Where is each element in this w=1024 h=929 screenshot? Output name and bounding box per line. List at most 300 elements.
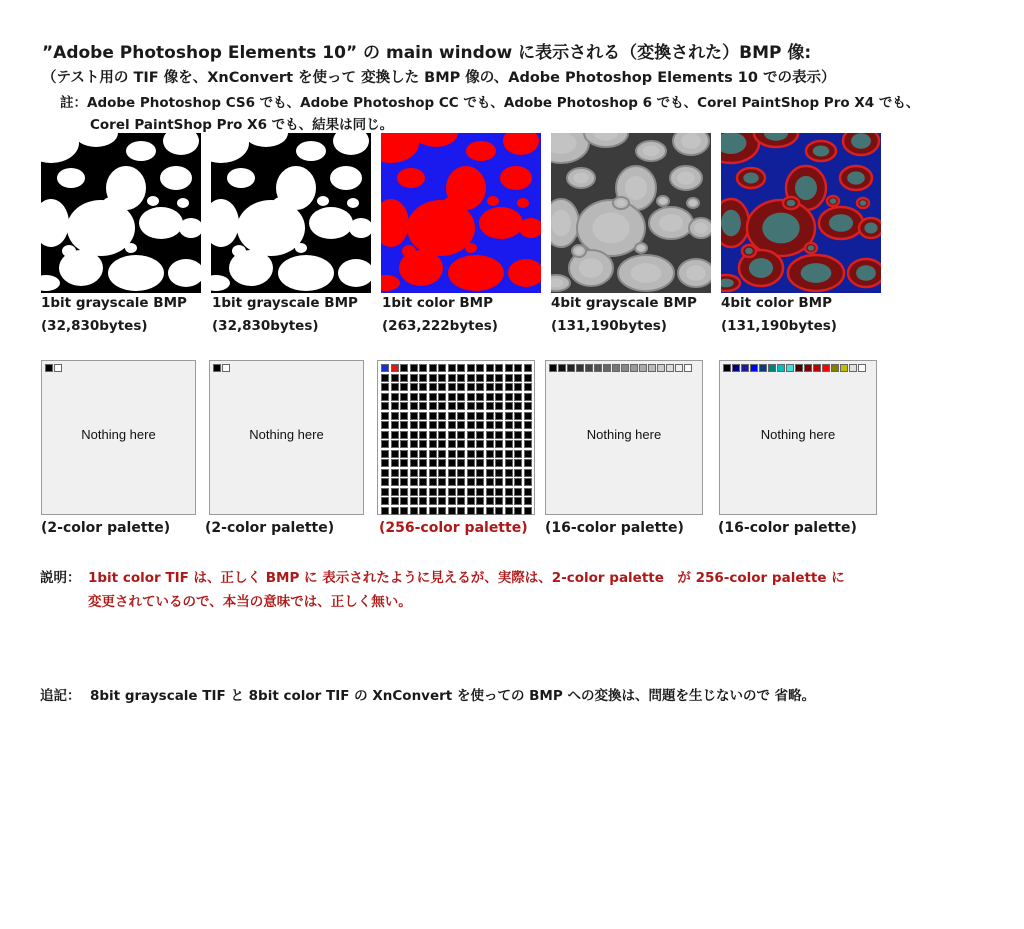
palette-swatch (448, 440, 456, 448)
palette-swatch (486, 440, 494, 448)
palette-swatch (514, 450, 522, 458)
palette-swatch (476, 374, 484, 382)
palette-swatch (822, 364, 830, 372)
palette-swatch (648, 364, 656, 372)
palette-swatch (438, 478, 446, 486)
palette-swatch (476, 469, 484, 477)
palette-swatch (410, 440, 418, 448)
palette-swatch (429, 393, 437, 401)
palette-swatch (495, 412, 503, 420)
palette-swatch (448, 421, 456, 429)
palette-swatch (840, 364, 848, 372)
palette-swatch (381, 450, 389, 458)
palette-swatch (495, 421, 503, 429)
palette-swatch (486, 497, 494, 505)
palette-swatch (558, 364, 566, 372)
palette-swatch (505, 421, 513, 429)
palette-swatch (410, 402, 418, 410)
palette-swatch (410, 459, 418, 467)
palette-swatch (467, 450, 475, 458)
palette-swatch (524, 440, 532, 448)
explanation-label: 説明： (40, 570, 81, 586)
palette-swatch (849, 364, 857, 372)
palette-swatch (486, 421, 494, 429)
palette-swatch (381, 364, 389, 372)
palette-swatch (457, 374, 465, 382)
palette-swatch (476, 421, 484, 429)
palette-swatch (419, 374, 427, 382)
palette-swatch (585, 364, 593, 372)
palette-swatch (476, 440, 484, 448)
palette-swatch (495, 450, 503, 458)
palette-swatch (429, 488, 437, 496)
palette-swatch (391, 469, 399, 477)
palette-swatch (419, 364, 427, 372)
palette-swatch (505, 374, 513, 382)
palette-swatch (486, 364, 494, 372)
palette-empty-text: Nothing here (249, 427, 324, 442)
palette-swatch (410, 450, 418, 458)
palette-swatch (400, 459, 408, 467)
palette-swatch (476, 431, 484, 439)
palette-swatch (457, 421, 465, 429)
palette-swatch (400, 374, 408, 382)
note-line-2: Corel PaintShop Pro X6 でも、結果は同じ。 (90, 117, 394, 133)
addendum-text: 8bit grayscale TIF と 8bit color TIF の XnConvert を使っての BMP への変換は、問題を生じないので 省略。 (90, 688, 816, 704)
palette-swatch (514, 374, 522, 382)
palette-swatch (495, 383, 503, 391)
palette-swatch (486, 478, 494, 486)
palette-swatch (429, 421, 437, 429)
palette-swatch (514, 393, 522, 401)
palette-swatch (400, 469, 408, 477)
palette-swatch (410, 364, 418, 372)
palette-swatch (858, 364, 866, 372)
palette-swatch (486, 459, 494, 467)
palette-swatch (400, 450, 408, 458)
palette-swatch (524, 393, 532, 401)
palette-swatch (448, 469, 456, 477)
palette-swatch (467, 507, 475, 515)
palette-swatch (438, 364, 446, 372)
palette-swatch (410, 374, 418, 382)
palette-swatch (429, 469, 437, 477)
palette-swatch (448, 478, 456, 486)
palette-swatch (514, 364, 522, 372)
palette-swatch (831, 364, 839, 372)
palette-swatch (381, 459, 389, 467)
palette-swatch (222, 364, 230, 372)
palette-swatch (438, 383, 446, 391)
page-title: ”Adobe Photoshop Elements 10” の main window に表示される（変換された）BMP 像: (42, 43, 812, 63)
palette-swatch (467, 488, 475, 496)
palette-empty-text: Nothing here (586, 427, 662, 442)
palette-swatch (505, 459, 513, 467)
palette-swatch (429, 478, 437, 486)
explanation-line-1: 1bit color TIF は、正しく BMP に 表示されたように見えるが、実際は、2-color palette が 256-color palette に (88, 570, 845, 586)
palette-swatch (410, 393, 418, 401)
palette-swatch (400, 488, 408, 496)
palette-swatch (410, 383, 418, 391)
palette-swatch (391, 450, 399, 458)
palette-swatch (381, 478, 389, 486)
palette-swatch (476, 497, 484, 505)
palette-swatch (448, 488, 456, 496)
palette-swatch (448, 412, 456, 420)
image-1bit-grayscale-b (211, 133, 371, 293)
palette-swatch (457, 440, 465, 448)
palette-swatch (495, 497, 503, 505)
palette-swatch (630, 364, 638, 372)
palette-swatch (723, 364, 731, 372)
palette-swatch (505, 402, 513, 410)
palette-swatch (495, 431, 503, 439)
palette-swatch (419, 488, 427, 496)
palette-swatch (429, 507, 437, 515)
palette-swatch (804, 364, 812, 372)
image-1bit-color (381, 133, 541, 293)
palette-swatch (429, 364, 437, 372)
palette-swatch (400, 412, 408, 420)
palette-swatch (438, 393, 446, 401)
image-name-3: 1bit color BMP (382, 295, 493, 311)
palette-swatch (495, 459, 503, 467)
palette-swatch (400, 431, 408, 439)
palette-swatch (505, 507, 513, 515)
palette-panel-3 (377, 360, 535, 515)
palette-swatch (410, 412, 418, 420)
palette-swatch (419, 497, 427, 505)
palette-swatch (381, 383, 389, 391)
palette-swatch (505, 497, 513, 505)
image-name-2: 1bit grayscale BMP (212, 295, 358, 311)
palette-swatch (457, 402, 465, 410)
palette-swatch (495, 507, 503, 515)
palette-swatch (514, 412, 522, 420)
palette-swatch (391, 421, 399, 429)
palette-swatch (476, 478, 484, 486)
palette-swatch (675, 364, 683, 372)
palette-swatch (419, 402, 427, 410)
palette-swatch (381, 412, 389, 420)
palette-swatch (495, 478, 503, 486)
palette-swatch (505, 469, 513, 477)
palette-swatch (514, 402, 522, 410)
palette-swatch (438, 431, 446, 439)
palette-swatch (419, 412, 427, 420)
palette-swatch (410, 478, 418, 486)
palette-swatch (391, 488, 399, 496)
palette-swatch (495, 374, 503, 382)
palette-swatch (486, 507, 494, 515)
palette-swatch (750, 364, 758, 372)
palette-swatch (514, 421, 522, 429)
palette-swatch (495, 402, 503, 410)
palette-swatch (486, 488, 494, 496)
palette-swatch (524, 431, 532, 439)
addendum-label: 追記： (40, 688, 81, 704)
palette-panel-1 (41, 360, 196, 515)
palette-swatch (467, 431, 475, 439)
palette-swatch (419, 507, 427, 515)
palette-swatch (514, 459, 522, 467)
palette-swatch (438, 497, 446, 505)
palette-swatch (486, 374, 494, 382)
palette-swatch (524, 383, 532, 391)
palette-swatch (410, 497, 418, 505)
palette-swatch (666, 364, 674, 372)
palette-swatch (457, 364, 465, 372)
palette-caption-3: (256-color palette) (379, 520, 528, 536)
palette-swatch (524, 421, 532, 429)
palette-swatch (391, 383, 399, 391)
palette-swatch (495, 364, 503, 372)
palette-swatch (400, 393, 408, 401)
palette-empty-text: Nothing here (81, 427, 156, 442)
palette-swatch (457, 497, 465, 505)
image-size-2: (32,830bytes) (212, 318, 319, 334)
palette-swatch (514, 469, 522, 477)
palette-swatch (486, 469, 494, 477)
palette-swatch (505, 488, 513, 496)
palette-swatch (514, 383, 522, 391)
palette-swatch (391, 431, 399, 439)
palette-swatch (467, 412, 475, 420)
palette-swatch (486, 450, 494, 458)
palette-swatch (476, 488, 484, 496)
palette-swatch (400, 421, 408, 429)
palette-swatch (549, 364, 557, 372)
palette-swatch (467, 478, 475, 486)
palette-swatch (448, 431, 456, 439)
palette-swatch (391, 402, 399, 410)
palette-swatch (391, 507, 399, 515)
palette-swatch (448, 402, 456, 410)
palette-panel-5 (719, 360, 877, 515)
palette-swatch (438, 402, 446, 410)
palette-swatch (381, 469, 389, 477)
image-size-5: (131,190bytes) (721, 318, 837, 334)
palette-swatch (391, 497, 399, 505)
image-4bit-grayscale (551, 133, 711, 293)
palette-swatch (467, 440, 475, 448)
palette-swatch (438, 440, 446, 448)
palette-swatch (505, 450, 513, 458)
palette-swatch (419, 393, 427, 401)
palette-swatch (438, 412, 446, 420)
palette-swatch (486, 412, 494, 420)
palette-swatch (594, 364, 602, 372)
palette-swatch (732, 364, 740, 372)
palette-swatch (524, 469, 532, 477)
palette-swatch (759, 364, 767, 372)
palette-swatch (476, 507, 484, 515)
palette-swatch (45, 364, 53, 372)
palette-swatch (448, 383, 456, 391)
palette-swatch (495, 488, 503, 496)
palette-swatch (429, 440, 437, 448)
palette-swatch (505, 393, 513, 401)
palette-swatch (567, 364, 575, 372)
palette-swatch (381, 488, 389, 496)
palette-empty-text: Nothing here (760, 427, 836, 442)
palette-swatch (684, 364, 692, 372)
palette-swatch (457, 459, 465, 467)
palette-swatch (457, 478, 465, 486)
palette-swatch (486, 402, 494, 410)
palette-swatch (448, 459, 456, 467)
palette-swatch (391, 412, 399, 420)
palette-swatch (514, 440, 522, 448)
palette-swatch (777, 364, 785, 372)
palette-swatch (429, 459, 437, 467)
palette-swatch (381, 402, 389, 410)
palette-swatch (476, 383, 484, 391)
palette-swatch (457, 469, 465, 477)
palette-swatch (448, 393, 456, 401)
palette-caption-5: (16-color palette) (718, 520, 857, 536)
palette-swatch (524, 488, 532, 496)
palette-swatch (467, 421, 475, 429)
palette-swatch (438, 469, 446, 477)
palette-swatch (438, 488, 446, 496)
palette-caption-1: (2-color palette) (41, 520, 171, 536)
palette-swatch (429, 402, 437, 410)
palette-swatch (505, 412, 513, 420)
image-4bit-color (721, 133, 881, 293)
palette-swatch (741, 364, 749, 372)
palette-swatch (419, 478, 427, 486)
palette-swatch (438, 421, 446, 429)
palette-swatch (467, 374, 475, 382)
palette-swatch (514, 478, 522, 486)
palette-swatch (391, 478, 399, 486)
image-name-1: 1bit grayscale BMP (41, 295, 187, 311)
palette-swatch (486, 393, 494, 401)
image-name-4: 4bit grayscale BMP (551, 295, 697, 311)
palette-swatch (495, 469, 503, 477)
palette-swatch (400, 402, 408, 410)
palette-swatch (419, 469, 427, 477)
palette-swatch (524, 374, 532, 382)
palette-swatch (467, 393, 475, 401)
palette-swatch (448, 450, 456, 458)
palette-swatch (476, 450, 484, 458)
palette-swatch (381, 393, 389, 401)
palette-swatch (419, 421, 427, 429)
palette-swatch (657, 364, 665, 372)
palette-swatch (524, 402, 532, 410)
palette-swatch (448, 497, 456, 505)
palette-swatch (400, 507, 408, 515)
explanation-line-2: 変更されているので、本当の意味では、正しく無い。 (88, 594, 412, 610)
palette-swatch (457, 431, 465, 439)
palette-swatch (429, 374, 437, 382)
palette-swatch (400, 383, 408, 391)
image-1bit-grayscale-a (41, 133, 201, 293)
palette-swatch (467, 469, 475, 477)
palette-swatch (476, 393, 484, 401)
palette-swatch (448, 374, 456, 382)
palette-swatch (486, 431, 494, 439)
palette-swatch (505, 440, 513, 448)
page-subtitle: （テスト用の TIF 像を、XnConvert を使って 変換した BMP 像の、Adobe Photoshop Elements 10 での表示） (42, 70, 836, 86)
note-line-1: 註：Adobe Photoshop CS6 でも、Adobe Photoshop CC でも、Adobe Photoshop 6 でも、Corel PaintShop Pro X4 でも、 (60, 95, 920, 111)
palette-swatch (381, 421, 389, 429)
palette-swatch (381, 440, 389, 448)
palette-swatch (467, 383, 475, 391)
palette-swatch (495, 393, 503, 401)
palette-swatch (429, 450, 437, 458)
palette-swatch (410, 421, 418, 429)
palette-swatch (514, 497, 522, 505)
palette-swatch (457, 383, 465, 391)
palette-swatch (768, 364, 776, 372)
palette-swatch (467, 364, 475, 372)
palette-swatch (457, 507, 465, 515)
palette-swatch (448, 364, 456, 372)
image-size-1: (32,830bytes) (41, 318, 148, 334)
palette-swatch (400, 478, 408, 486)
palette-swatch (467, 402, 475, 410)
palette-swatch (576, 364, 584, 372)
palette-caption-2: (2-color palette) (205, 520, 335, 536)
palette-swatch (476, 402, 484, 410)
palette-swatch (467, 459, 475, 467)
palette-swatch (786, 364, 794, 372)
palette-swatch (514, 431, 522, 439)
palette-swatch (612, 364, 620, 372)
palette-swatch (476, 412, 484, 420)
image-size-4: (131,190bytes) (551, 318, 667, 334)
image-size-3: (263,222bytes) (382, 318, 498, 334)
palette-swatch (524, 450, 532, 458)
palette-swatch (381, 497, 389, 505)
palette-swatch (391, 374, 399, 382)
palette-swatch (391, 440, 399, 448)
palette-swatch (410, 469, 418, 477)
palette-swatch (621, 364, 629, 372)
palette-swatch (213, 364, 221, 372)
palette-swatch (524, 459, 532, 467)
palette-swatch (419, 383, 427, 391)
palette-swatch (381, 507, 389, 515)
palette-swatch (639, 364, 647, 372)
palette-swatch (514, 507, 522, 515)
palette-swatch (400, 440, 408, 448)
palette-swatch (467, 497, 475, 505)
palette-swatch (524, 497, 532, 505)
palette-swatch (795, 364, 803, 372)
palette-swatch (410, 488, 418, 496)
palette-swatch (410, 431, 418, 439)
palette-swatch (505, 478, 513, 486)
palette-swatch (505, 364, 513, 372)
palette-swatch (505, 431, 513, 439)
palette-swatch (381, 374, 389, 382)
palette-swatch (486, 383, 494, 391)
palette-swatch (438, 507, 446, 515)
palette-swatch (391, 364, 399, 372)
palette-swatch (524, 364, 532, 372)
palette-swatch (495, 440, 503, 448)
palette-swatch (400, 497, 408, 505)
palette-swatch (448, 507, 456, 515)
palette-panel-2 (209, 360, 364, 515)
palette-swatch (419, 440, 427, 448)
palette-swatch (391, 459, 399, 467)
palette-swatch (438, 374, 446, 382)
